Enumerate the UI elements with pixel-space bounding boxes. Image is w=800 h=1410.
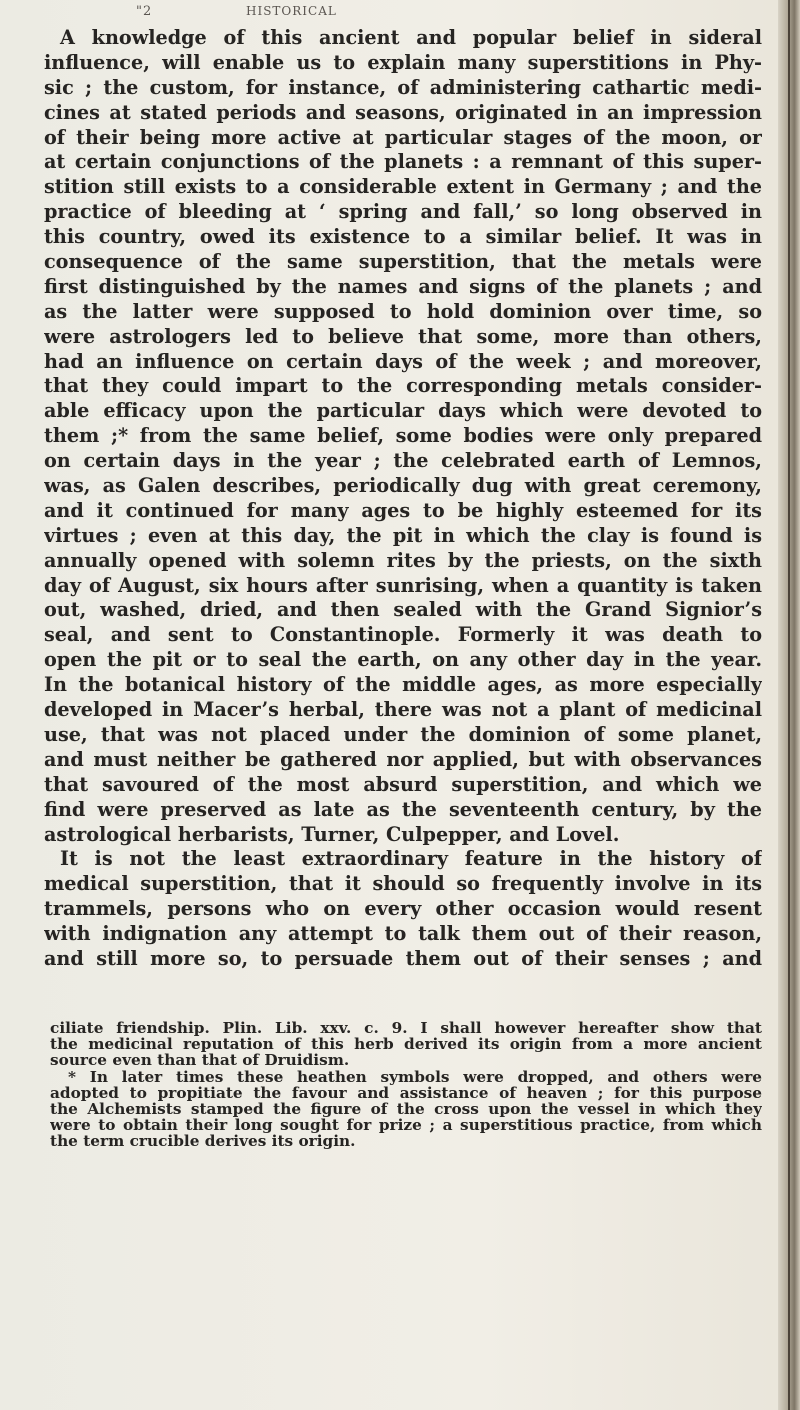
text-line: as the latter were supposed to hold dominion over time, so (44, 299, 762, 323)
text-line: consequence of the same superstition, that the metals were (44, 250, 762, 274)
text-line: annually opened with solemn rites by the priests, on the sixth (44, 548, 762, 572)
text-line: In the botanical history of the middle ages, as more especially (44, 673, 762, 697)
text-line: virtues ; even at this day, the pit in which the clay is found is (44, 523, 762, 547)
text-line: find were preserved as late as the seventeenth century, by the (44, 797, 762, 821)
text-line: had an influence on certain days of the week ; and moreover, (44, 349, 762, 373)
text-line: influence, will enable us to explain many superstitions in Phy- (44, 50, 762, 74)
text-line: cines at stated periods and seasons, originated in an impression (44, 100, 762, 124)
footnote-line: adopted to propitiate the favour and assistance of heaven ; for this purpose (50, 1084, 762, 1101)
binding-line (788, 0, 790, 1410)
text-line: It is not the least extraordinary feature in the history of (60, 847, 762, 871)
text-line: seal, and sent to Constantinople. Formerly it was death to (44, 623, 762, 647)
text-line: trammels, persons who on every other occasion would resent (44, 897, 762, 921)
text-line: medical superstition, that it should so frequently involve in its (44, 872, 762, 896)
footnote-line: * In later times these heathen symbols were dropped, and others were (68, 1068, 762, 1085)
footnote-line: source even than that of Druidism. (50, 1052, 350, 1069)
text-line: day of August, six hours after sunrising, when a quantity is taken (44, 573, 762, 597)
page-header (136, 0, 656, 22)
page-number: "2 (136, 4, 153, 19)
text-line: out, washed, dried, and then sealed with the Grand Signior’s (44, 598, 762, 622)
text-line: this country, owed its existence to a similar belief. It was in (44, 225, 762, 249)
text-line: sic ; the custom, for instance, of administering cathartic medi- (44, 75, 762, 99)
running-head: HISTORICAL (246, 4, 337, 18)
text-line: astrological herbarists, Turner, Culpepper, and Lovel. (44, 822, 620, 846)
text-line: practice of bleeding at ‘ spring and fall,’ so long observed in (44, 200, 762, 224)
text-line: stition still exists to a considerable extent in Germany ; and the (44, 175, 762, 199)
footnote-line: the term crucible derives its origin. (50, 1133, 356, 1150)
footnote-line: the Alchemists stamped the figure of the cross upon the vessel in which they (50, 1100, 762, 1118)
text-line: and must neither be gathered nor applied, but with observances (44, 747, 762, 771)
body-text (44, 26, 762, 972)
text-line: that they could impart to the corresponding metals consider- (44, 374, 762, 398)
text-line: first distinguished by the names and signs of the planets ; and (44, 274, 762, 298)
text-line: and still more so, to persuade them out of their senses ; and (44, 946, 762, 970)
text-line: and it continued for many ages to be highly esteemed for its (44, 498, 762, 522)
text-line: use, that was not placed under the dominion of some planet, (44, 722, 762, 746)
text-line: on certain days in the year ; the celebrated earth of Lemnos, (44, 449, 762, 473)
text-line: A knowledge of this ancient and popular belief in sideral (60, 26, 762, 49)
text-line: developed in Macer’s herbal, there was not a plant of medicinal (44, 698, 762, 722)
text-line: them ;* from the same belief, some bodies were only prepared (44, 424, 762, 448)
text-line: open the pit or to seal the earth, on any other day in the year. (44, 648, 762, 672)
footnote-line: were to obtain their long sought for prize ; a superstitious practice, from which (50, 1117, 762, 1134)
text-line: with indignation any attempt to talk them out of their reason, (44, 922, 762, 946)
text-line: of their being more active at particular stages of the moon, or (44, 125, 762, 149)
text-line: that savoured of the most absurd superstition, and which we (44, 772, 762, 796)
footnote-line: ciliate friendship. Plin. Lib. xxv. c. 9. I shall however hereafter show that (50, 1020, 762, 1037)
footnotes (50, 1020, 762, 1150)
footnote-line: the medicinal reputation of this herb derived its origin from a more ancient (50, 1036, 762, 1053)
text-line: at certain conjunctions of the planets : a remnant of this super- (44, 150, 762, 174)
text-line: able efficacy upon the particular days which were devoted to (44, 399, 762, 423)
text-line: was, as Galen describes, periodically dug with great ceremony, (44, 474, 762, 498)
text-line: were astrologers led to believe that some, more than others, (44, 324, 762, 348)
